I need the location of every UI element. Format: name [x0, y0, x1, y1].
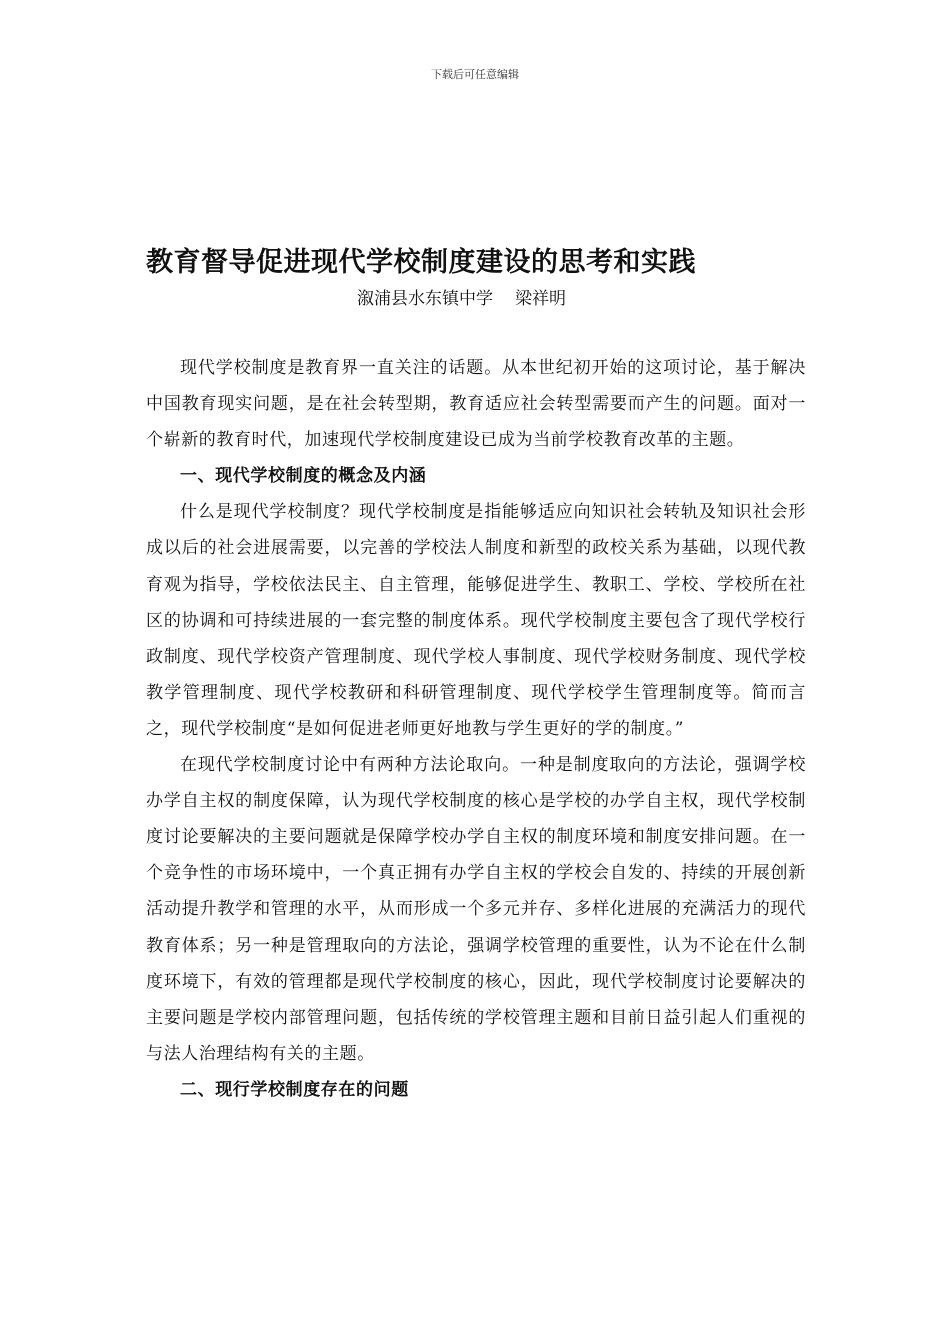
- byline: [357, 285, 566, 313]
- byline-author: 梁祥明: [515, 289, 566, 309]
- paragraph-definition: 什么是现代学校制度？现代学校制度是指能够适应向知识社会转轨及知识社会形成以后的社会进展需要，以完善的学校法人制度和新型的政校关系为基础，以现代教育观为指导，学校依法民主、自主管理，能够促进学生、教职工、学校、学校所在社区的协调和可持续进展的一套完整的制度体系。现代学校制度主要包含了现代学校行政制度、现代学校资产管理制度、现代学校人事制度、现代学校财务制度、现代学校教学管理制度、现代学校教研和科研管理制度、现代学校学生管理制度等。简而言之，现代学校制度“是如何促进老师更好地教与学生更好的学的制度。”: [146, 502, 806, 739]
- section-heading-2: 二、现行学校制度存在的问题: [180, 1079, 409, 1100]
- byline-school: 溆浦县水东镇中学: [357, 289, 493, 309]
- document-body: [146, 350, 806, 1108]
- document-title: 教育督导促进现代学校制度建设的思考和实践: [146, 247, 696, 278]
- paragraph-methodology: 在现代学校制度讨论中有两种方法论取向。一种是制度取向的方法论，强调学校办学自主权的制度保障，认为现代学校制度的核心是学校的办学自主权，现代学校制度讨论要解决的主要问题就是保障学校办学自主权的制度环境和制度安排问题。在一个竞争性的市场环境中，一个真正拥有办学自主权的学校会自发的、持续的开展创新活动提升教学和管理的水平，从而形成一个多元并存、多样化进展的充满活力的现代教育体系；另一种是管理取向的方法论，强调学校管理的重要性，认为不论在什么制度环境下，有效的管理都是现代学校制度的核心，因此，现代学校制度讨论要解决的主要问题是学校内部管理问题，包括传统的学校管理主题和目前日益引起人们重视的与法人治理结构有关的主题。: [146, 755, 806, 1064]
- page-header-note: 下载后可任意编辑: [431, 68, 519, 81]
- paragraph-intro: 现代学校制度是教育界一直关注的话题。从本世纪初开始的这项讨论，基于解决中国教育现实问题，是在社会转型期，教育适应社会转型需要而产生的问题。面对一个崭新的教育时代，加速现代学校制度建设已成为当前学校教育改革的主题。: [146, 358, 806, 451]
- section-heading-1: 一、现代学校制度的概念及内涵: [180, 466, 427, 487]
